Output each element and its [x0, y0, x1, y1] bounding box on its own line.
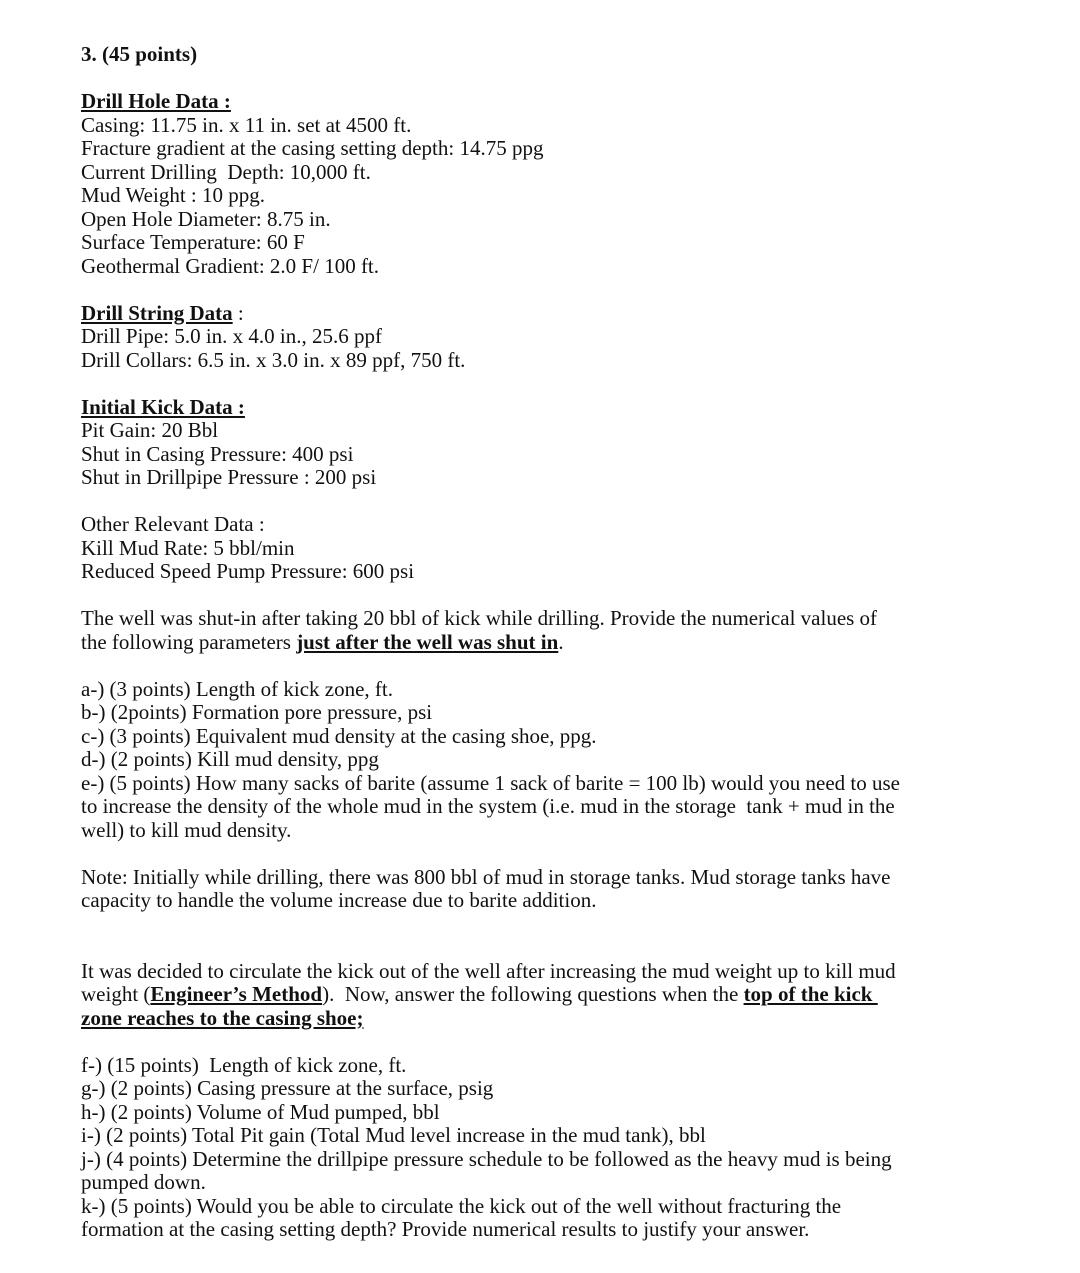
problem-document [81, 43, 981, 1242]
drilling-depth-line: Current Drilling Depth: 10,000 ft. [81, 159, 371, 184]
circulate-text-pre: weight ( [81, 982, 151, 1006]
casing-line: Casing: 11.75 in. x 11 in. set at 4500 ft. [81, 112, 412, 137]
note-line-2: capacity to handle the volume increase due to barite addition. [81, 888, 597, 912]
question-g: g-) (2 points) Casing pressure at the surface, psig [81, 1076, 494, 1100]
intro-line-1: The well was shut-in after taking 20 bbl of kick while drilling. Provide the numerical values of [81, 606, 878, 630]
sicp-line: Shut in Casing Pressure: 400 psi [81, 441, 354, 466]
pit-gain-line: Pit Gain: 20 Bbl [81, 418, 219, 442]
note-line-1: Note: Initially while drilling, there was 800 bbl of mud in storage tanks. Mud storage tanks have [81, 864, 891, 889]
kill-mud-rate-line: Kill Mud Rate: 5 bbl/min [81, 535, 295, 560]
drill-string-heading: Drill String Data [81, 300, 233, 325]
mud-weight-line: Mud Weight : 10 ppg. [81, 183, 266, 207]
question-j-line-1: j-) (4 points) Determine the drillpipe pressure schedule to be followed as the heavy mud is being [81, 1146, 892, 1171]
intro-period: . [558, 629, 564, 654]
question-i: i-) (2 points) Total Pit gain (Total Mud level increase in the mud tank), bbl [81, 1123, 706, 1147]
sidpp-line: Shut in Drillpipe Pressure : 200 psi [81, 465, 377, 489]
circulate-emphasis-2: zone reaches to the casing shoe; [81, 1005, 364, 1030]
question-c: c-) (3 points) Equivalent mud density at the casing shoe, ppg. [81, 723, 597, 748]
geothermal-gradient-line: Geothermal Gradient: 2.0 F/ 100 ft. [81, 253, 380, 278]
open-hole-diameter-line: Open Hole Diameter: 8.75 in. [81, 206, 331, 231]
question-h: h-) (2 points) Volume of Mud pumped, bbl [81, 1099, 440, 1124]
question-k-line-2: formation at the casing setting depth? Provide numerical results to justify your answer. [81, 1217, 810, 1241]
question-f: f-) (15 points) Length of kick zone, ft. [81, 1052, 407, 1077]
circulate-emphasis-1: top of the kick [743, 982, 878, 1006]
drill-collars-line: Drill Collars: 6.5 in. x 3.0 in. x 89 ppf, 750 ft. [81, 347, 466, 372]
initial-kick-heading: Initial Kick Data : [81, 394, 245, 419]
fracture-gradient-line: Fracture gradient at the casing setting depth: 14.75 ppg [81, 136, 544, 160]
drill-pipe-line: Drill Pipe: 5.0 in. x 4.0 in., 25.6 ppf [81, 324, 382, 348]
drill-hole-heading: Drill Hole Data : [81, 89, 231, 113]
circulate-text-mid: ). Now, answer the following questions when the [322, 982, 744, 1006]
question-a: a-) (3 points) Length of kick zone, ft. [81, 676, 393, 701]
intro-emphasis: just after the well was shut in [296, 629, 559, 654]
circulate-line-2 [81, 983, 981, 1007]
circulate-line-1: It was decided to circulate the kick out of the well after increasing the mud weight up to kill mud [81, 958, 896, 983]
drill-string-heading-row [81, 302, 981, 326]
other-data-heading: Other Relevant Data : [81, 512, 265, 536]
question-e-line-2: to increase the density of the whole mud in the system (i.e. mud in the storage tank + mud in the [81, 794, 895, 818]
engineers-method: Engineer’s Method [150, 982, 323, 1006]
intro-text: the following parameters [81, 629, 297, 654]
surface-temperature-line: Surface Temperature: 60 F [81, 230, 305, 254]
question-title: 3. (45 points) [81, 42, 198, 66]
question-j-line-2: pumped down. [81, 1170, 206, 1194]
question-e-line-1: e-) (5 points) How many sacks of barite (assume 1 sack of barite = 100 lb) would you need to use [81, 770, 900, 795]
question-e-line-3: well) to kill mud density. [81, 817, 292, 842]
intro-line-2 [81, 631, 981, 655]
question-k-line-1: k-) (5 points) Would you be able to circulate the kick out of the well without fracturing the [81, 1193, 842, 1218]
drill-string-heading-suffix: : [232, 300, 244, 325]
question-d: d-) (2 points) Kill mud density, ppg [81, 747, 379, 771]
reduced-pump-pressure-line: Reduced Speed Pump Pressure: 600 psi [81, 559, 415, 583]
question-b: b-) (2points) Formation pore pressure, psi [81, 700, 433, 724]
